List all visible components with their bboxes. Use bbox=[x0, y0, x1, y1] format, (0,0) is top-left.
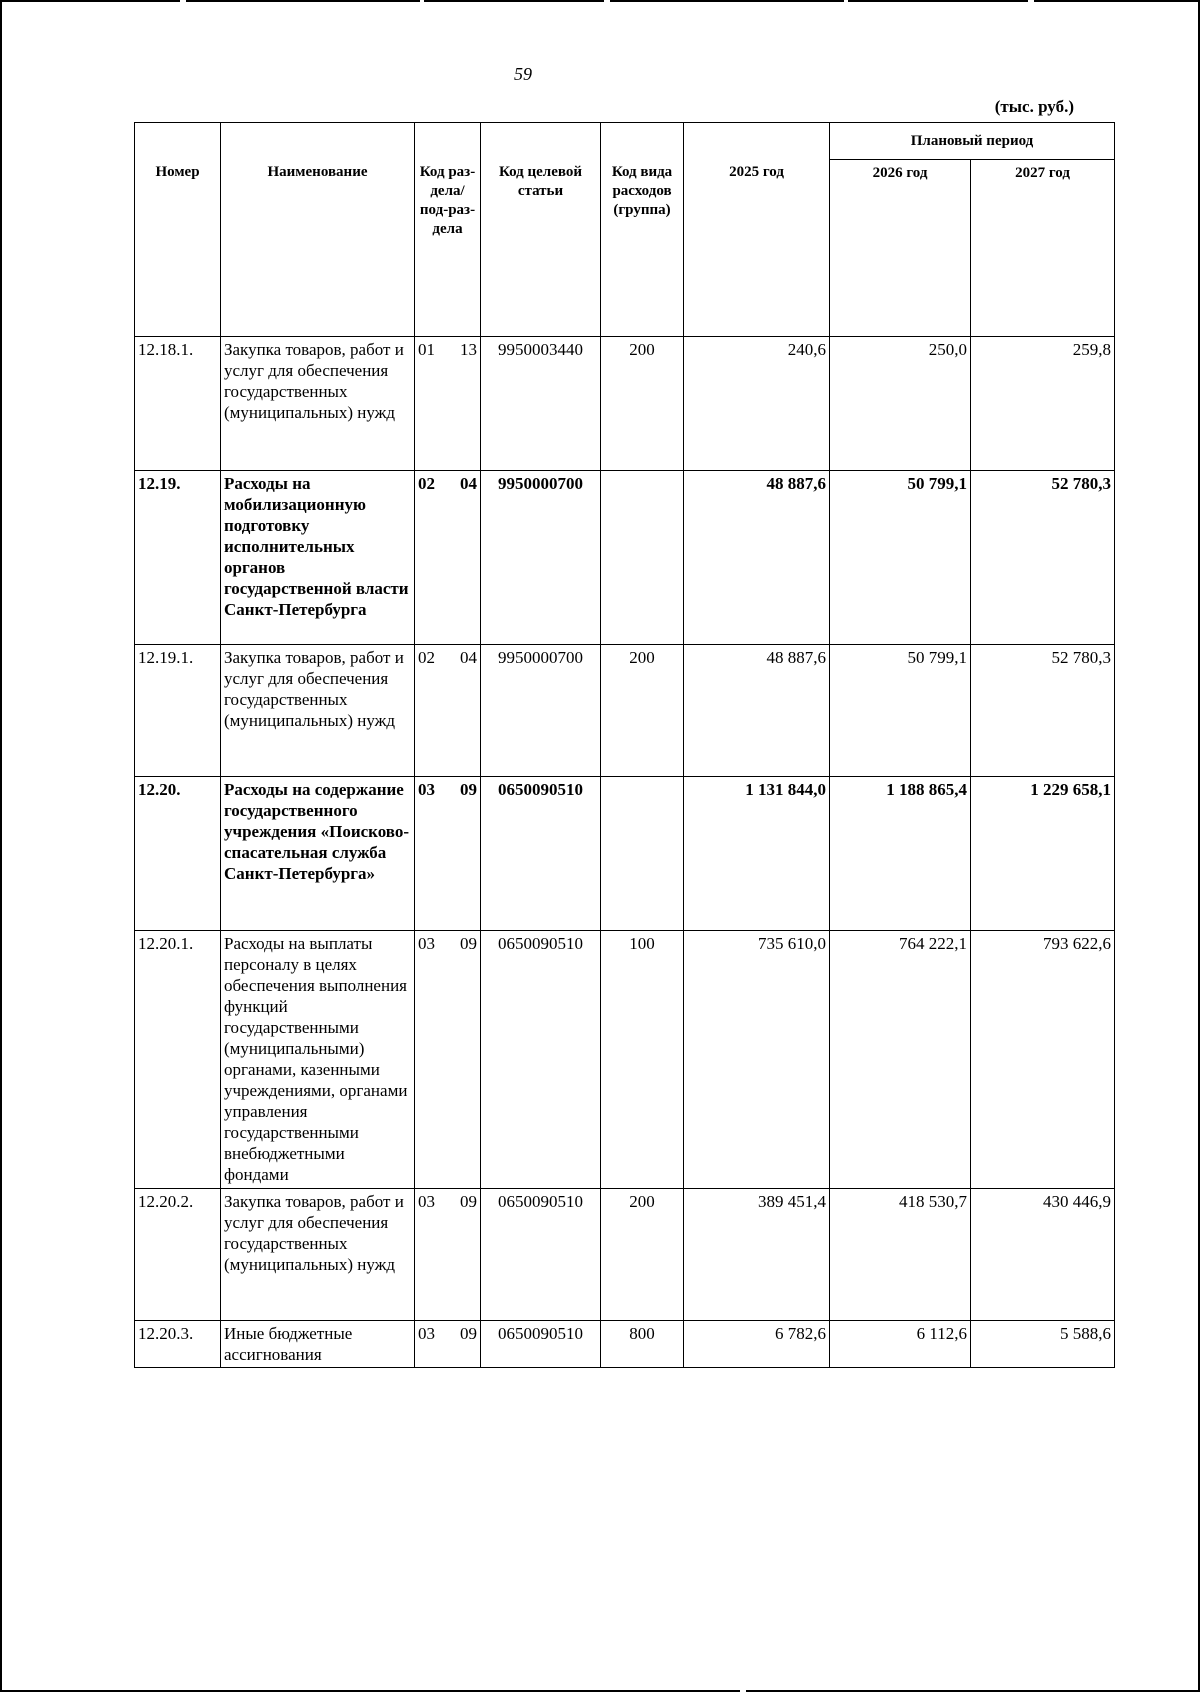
row-section: 02 bbox=[418, 474, 435, 493]
row-number: 12.19.1. bbox=[135, 645, 221, 777]
table-row bbox=[135, 777, 1115, 931]
row-target-code: 9950003440 bbox=[481, 337, 601, 471]
row-section-code bbox=[415, 1189, 481, 1321]
row-value-2027: 52 780,3 bbox=[971, 471, 1115, 645]
row-value-2027: 1 229 658,1 bbox=[971, 777, 1115, 931]
row-value-2025: 1 131 844,0 bbox=[684, 777, 830, 931]
row-value-2027: 52 780,3 bbox=[971, 645, 1115, 777]
row-subsection: 09 bbox=[460, 780, 477, 799]
row-number: 12.20.2. bbox=[135, 1189, 221, 1321]
row-subsection: 04 bbox=[460, 648, 477, 667]
row-value-2025: 389 451,4 bbox=[684, 1189, 830, 1321]
row-name: Расходы на содержание государственного учреждения «Поисково-спасательная служба Санкт-Петербурга» bbox=[221, 777, 415, 931]
row-value-2025: 48 887,6 bbox=[684, 645, 830, 777]
header-target-code: Код целевой статьи bbox=[481, 123, 601, 337]
row-section-code bbox=[415, 777, 481, 931]
units-label: (тыс. руб.) bbox=[994, 97, 1074, 116]
scan-border-left bbox=[0, 0, 2, 1692]
header-planned-period: Плановый период bbox=[830, 123, 1115, 160]
table-header bbox=[135, 123, 1115, 337]
row-value-2025: 48 887,6 bbox=[684, 471, 830, 645]
header-year-2026: 2026 год bbox=[830, 160, 971, 337]
row-value-2027: 430 446,9 bbox=[971, 1189, 1115, 1321]
row-value-2026: 250,0 bbox=[830, 337, 971, 471]
table-row bbox=[135, 645, 1115, 777]
row-name: Иные бюджетные ассигнования bbox=[221, 1321, 415, 1368]
page-number: 59 bbox=[514, 64, 532, 84]
row-subsection: 09 bbox=[460, 934, 477, 953]
row-value-2025: 6 782,6 bbox=[684, 1321, 830, 1368]
row-subsection: 13 bbox=[460, 340, 477, 359]
row-target-code: 0650090510 bbox=[481, 1321, 601, 1368]
row-value-2027: 793 622,6 bbox=[971, 931, 1115, 1189]
row-target-code: 0650090510 bbox=[481, 777, 601, 931]
row-expense-type: 100 bbox=[601, 931, 684, 1189]
row-section: 03 bbox=[418, 780, 435, 799]
row-number: 12.20.1. bbox=[135, 931, 221, 1189]
budget-table bbox=[134, 122, 1115, 1368]
row-value-2026: 764 222,1 bbox=[830, 931, 971, 1189]
row-expense-type: 800 bbox=[601, 1321, 684, 1368]
row-target-code: 9950000700 bbox=[481, 645, 601, 777]
row-section-code bbox=[415, 1321, 481, 1368]
row-expense-type bbox=[601, 777, 684, 931]
row-target-code: 0650090510 bbox=[481, 931, 601, 1189]
row-section-code bbox=[415, 931, 481, 1189]
row-expense-type: 200 bbox=[601, 1189, 684, 1321]
header-year-2025: 2025 год bbox=[684, 123, 830, 337]
row-name: Закупка товаров, работ и услуг для обеспечения государственных (муниципальных) нужд bbox=[221, 337, 415, 471]
row-section-code bbox=[415, 337, 481, 471]
table-row bbox=[135, 337, 1115, 471]
header-expense-type: Код вида расходов (группа) bbox=[601, 123, 684, 337]
row-number: 12.18.1. bbox=[135, 337, 221, 471]
header-year-2027: 2027 год bbox=[971, 160, 1115, 337]
row-section-code bbox=[415, 645, 481, 777]
row-number: 12.20. bbox=[135, 777, 221, 931]
row-subsection: 09 bbox=[460, 1192, 477, 1211]
row-expense-type: 200 bbox=[601, 645, 684, 777]
table-row bbox=[135, 471, 1115, 645]
row-value-2026: 6 112,6 bbox=[830, 1321, 971, 1368]
table-body bbox=[135, 337, 1115, 1368]
table-row bbox=[135, 1321, 1115, 1368]
row-value-2026: 50 799,1 bbox=[830, 471, 971, 645]
row-number: 12.19. bbox=[135, 471, 221, 645]
row-name: Расходы на выплаты персоналу в целях обеспечения выполнения функций государственными (муниципальными) органами, казенными учреждениями, органами управления государственными внебюджетными фондами bbox=[221, 931, 415, 1189]
table-row bbox=[135, 1189, 1115, 1321]
row-name: Закупка товаров, работ и услуг для обеспечения государственных (муниципальных) нужд bbox=[221, 645, 415, 777]
row-expense-type: 200 bbox=[601, 337, 684, 471]
row-expense-type bbox=[601, 471, 684, 645]
row-subsection: 09 bbox=[460, 1324, 477, 1343]
row-value-2026: 1 188 865,4 bbox=[830, 777, 971, 931]
scan-border-top bbox=[0, 0, 1200, 2]
row-section: 01 bbox=[418, 340, 435, 359]
row-number: 12.20.3. bbox=[135, 1321, 221, 1368]
row-name: Закупка товаров, работ и услуг для обеспечения государственных (муниципальных) нужд bbox=[221, 1189, 415, 1321]
row-value-2027: 5 588,6 bbox=[971, 1321, 1115, 1368]
row-section: 02 bbox=[418, 648, 435, 667]
row-value-2026: 50 799,1 bbox=[830, 645, 971, 777]
row-section: 03 bbox=[418, 934, 435, 953]
row-target-code: 0650090510 bbox=[481, 1189, 601, 1321]
row-subsection: 04 bbox=[460, 474, 477, 493]
row-target-code: 9950000700 bbox=[481, 471, 601, 645]
row-value-2025: 735 610,0 bbox=[684, 931, 830, 1189]
row-value-2027: 259,8 bbox=[971, 337, 1115, 471]
row-section: 03 bbox=[418, 1324, 435, 1343]
row-section-code bbox=[415, 471, 481, 645]
header-section-code: Код раз-дела/ под-раз-дела bbox=[415, 123, 481, 337]
header-name: Наименование bbox=[221, 123, 415, 337]
header-number: Номер bbox=[135, 123, 221, 337]
row-value-2026: 418 530,7 bbox=[830, 1189, 971, 1321]
table-row bbox=[135, 931, 1115, 1189]
row-value-2025: 240,6 bbox=[684, 337, 830, 471]
row-section: 03 bbox=[418, 1192, 435, 1211]
row-name: Расходы на мобилизационную подготовку исполнительных органов государственной власти Санкт-Петербурга bbox=[221, 471, 415, 645]
